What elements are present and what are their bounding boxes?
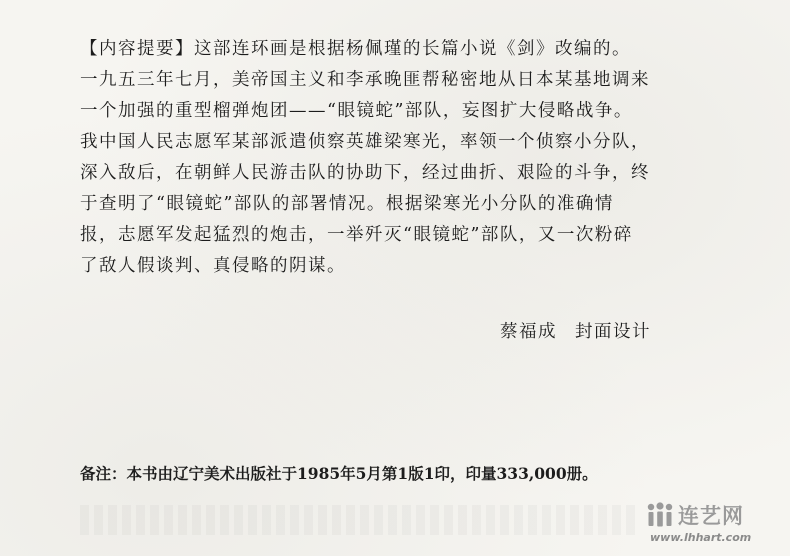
watermark-url: www.lhhart.com (650, 531, 752, 544)
watermark-name: 连艺网 (678, 504, 744, 528)
summary-line: 报，志愿军发起猛烈的炮击，一举歼灭“眼镜蛇”部队，又一次粉碎 (80, 225, 633, 245)
content-summary (80, 34, 720, 282)
summary-line: 深入敌后，在朝鲜人民游击队的协助下，经过曲折、艰险的斗争，终 (80, 163, 650, 183)
publication-note: 备注：本书由辽宁美术出版社于1985年5月第1版1印，印量333,000册。 (80, 464, 598, 483)
summary-line: 一个加强的重型榴弹炮团——“眼镜蛇”部队，妄图扩大侵略战争。 (80, 101, 633, 121)
designer-name: 蔡福成 (500, 322, 557, 342)
summary-line: 一九五三年七月，美帝国主义和李承晚匪帮秘密地从日本某基地调来 (80, 70, 650, 90)
summary-line: 于查明了“眼镜蛇”部队的部署情况。根据梁寒光小分队的准确情 (80, 194, 614, 214)
summary-line: 我中国人民志愿军某部派遣侦察英雄梁寒光，率领一个侦察小分队， (80, 132, 650, 152)
summary-line: 了敌人假谈判、真侵略的阴谋。 (80, 256, 346, 276)
people-logo-icon (646, 502, 674, 528)
designer-role: 封面设计 (575, 322, 651, 342)
cover-design-credit (500, 318, 651, 343)
summary-line: 【内容提要】这部连环画是根据杨佩瑾的长篇小说《剑》改编的。 (80, 39, 631, 59)
bleed-through-text (80, 505, 640, 535)
site-watermark (646, 500, 776, 548)
